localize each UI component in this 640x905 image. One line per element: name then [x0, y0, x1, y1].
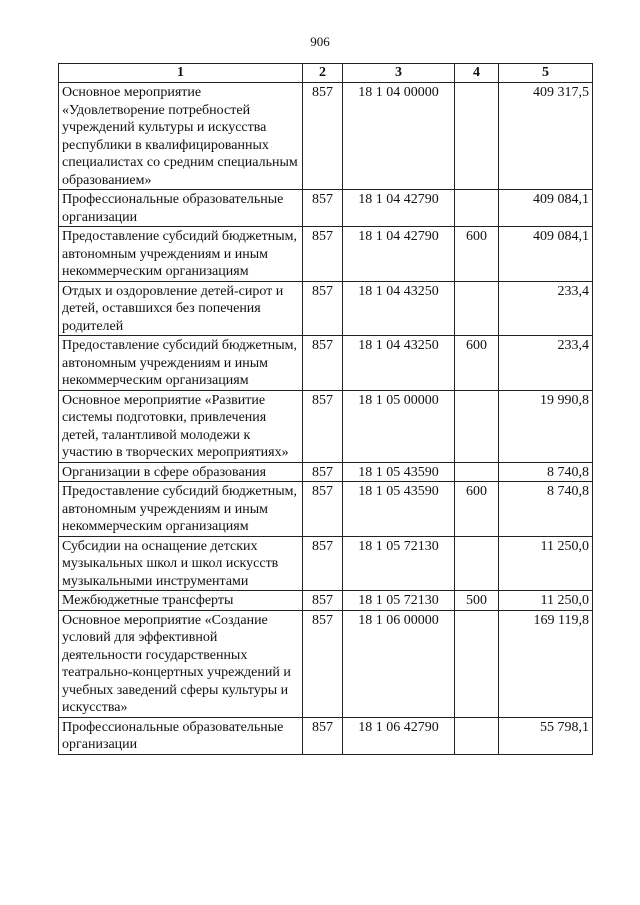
table-row — [59, 591, 593, 611]
row-csr: 18 1 04 43250 — [343, 281, 455, 336]
row-name: Профессиональные образовательные организации — [59, 190, 303, 227]
row-name: Основное мероприятие «Создание условий для эффективной деятельности государственных театрально-концертных учреждений и учебных заведений сферы культуры и искусства» — [59, 610, 303, 717]
row-sum: 11 250,0 — [499, 536, 593, 591]
row-csr: 18 1 06 42790 — [343, 717, 455, 754]
table-row — [59, 336, 593, 391]
table-header-row — [59, 64, 593, 83]
row-grbs: 857 — [303, 281, 343, 336]
row-sum: 11 250,0 — [499, 591, 593, 611]
row-vr — [455, 717, 499, 754]
row-vr — [455, 610, 499, 717]
row-sum: 409 084,1 — [499, 227, 593, 282]
header-col-2: 2 — [303, 64, 343, 83]
row-grbs: 857 — [303, 83, 343, 190]
row-grbs: 857 — [303, 610, 343, 717]
budget-table — [58, 63, 593, 755]
row-vr — [455, 462, 499, 482]
row-vr — [455, 390, 499, 462]
row-vr: 600 — [455, 482, 499, 537]
table-row — [59, 536, 593, 591]
row-sum: 169 119,8 — [499, 610, 593, 717]
row-grbs: 857 — [303, 390, 343, 462]
row-name: Предоставление субсидий бюджетным, автономным учреждениям и иным некоммерческим организациям — [59, 336, 303, 391]
row-csr: 18 1 05 43590 — [343, 482, 455, 537]
page-number: 906 — [310, 34, 330, 49]
table-row — [59, 190, 593, 227]
row-sum: 19 990,8 — [499, 390, 593, 462]
row-vr: 500 — [455, 591, 499, 611]
row-csr: 18 1 05 43590 — [343, 462, 455, 482]
row-name: Отдых и оздоровление детей-сирот и детей, оставшихся без попечения родителей — [59, 281, 303, 336]
row-sum: 55 798,1 — [499, 717, 593, 754]
table-row — [59, 610, 593, 717]
row-grbs: 857 — [303, 227, 343, 282]
row-name: Предоставление субсидий бюджетным, автономным учреждениям и иным некоммерческим организациям — [59, 482, 303, 537]
table-row — [59, 83, 593, 190]
header-col-1: 1 — [59, 64, 303, 83]
row-sum: 233,4 — [499, 336, 593, 391]
row-grbs: 857 — [303, 336, 343, 391]
table-row — [59, 227, 593, 282]
row-vr: 600 — [455, 336, 499, 391]
row-vr — [455, 83, 499, 190]
table-row — [59, 462, 593, 482]
row-sum: 409 317,5 — [499, 83, 593, 190]
row-name: Основное мероприятие «Удовлетворение потребностей учреждений культуры и искусства республики в квалифицированных специалистах со средним специальным образованием» — [59, 83, 303, 190]
row-name: Предоставление субсидий бюджетным, автономным учреждениям и иным некоммерческим организациям — [59, 227, 303, 282]
row-name: Профессиональные образовательные организации — [59, 717, 303, 754]
row-grbs: 857 — [303, 717, 343, 754]
header-col-5: 5 — [499, 64, 593, 83]
row-csr: 18 1 04 42790 — [343, 227, 455, 282]
row-csr: 18 1 04 00000 — [343, 83, 455, 190]
row-vr — [455, 281, 499, 336]
table-row — [59, 390, 593, 462]
row-csr: 18 1 04 43250 — [343, 336, 455, 391]
row-grbs: 857 — [303, 462, 343, 482]
row-name: Основное мероприятие «Развитие системы подготовки, привлечения детей, талантливой молодежи к участию в творческих мероприятиях» — [59, 390, 303, 462]
row-vr — [455, 536, 499, 591]
row-grbs: 857 — [303, 190, 343, 227]
row-grbs: 857 — [303, 482, 343, 537]
row-name: Межбюджетные трансферты — [59, 591, 303, 611]
row-vr: 600 — [455, 227, 499, 282]
row-grbs: 857 — [303, 591, 343, 611]
header-col-3: 3 — [343, 64, 455, 83]
row-sum: 8 740,8 — [499, 462, 593, 482]
row-name: Субсидии на оснащение детских музыкальных школ и школ искусств музыкальными инструментами — [59, 536, 303, 591]
row-csr: 18 1 04 42790 — [343, 190, 455, 227]
row-vr — [455, 190, 499, 227]
row-csr: 18 1 05 72130 — [343, 591, 455, 611]
row-sum: 233,4 — [499, 281, 593, 336]
row-name: Организации в сфере образования — [59, 462, 303, 482]
row-sum: 409 084,1 — [499, 190, 593, 227]
table-row — [59, 482, 593, 537]
table-row — [59, 717, 593, 754]
row-csr: 18 1 05 72130 — [343, 536, 455, 591]
table-row — [59, 281, 593, 336]
row-csr: 18 1 06 00000 — [343, 610, 455, 717]
row-grbs: 857 — [303, 536, 343, 591]
row-sum: 8 740,8 — [499, 482, 593, 537]
header-col-4: 4 — [455, 64, 499, 83]
row-csr: 18 1 05 00000 — [343, 390, 455, 462]
